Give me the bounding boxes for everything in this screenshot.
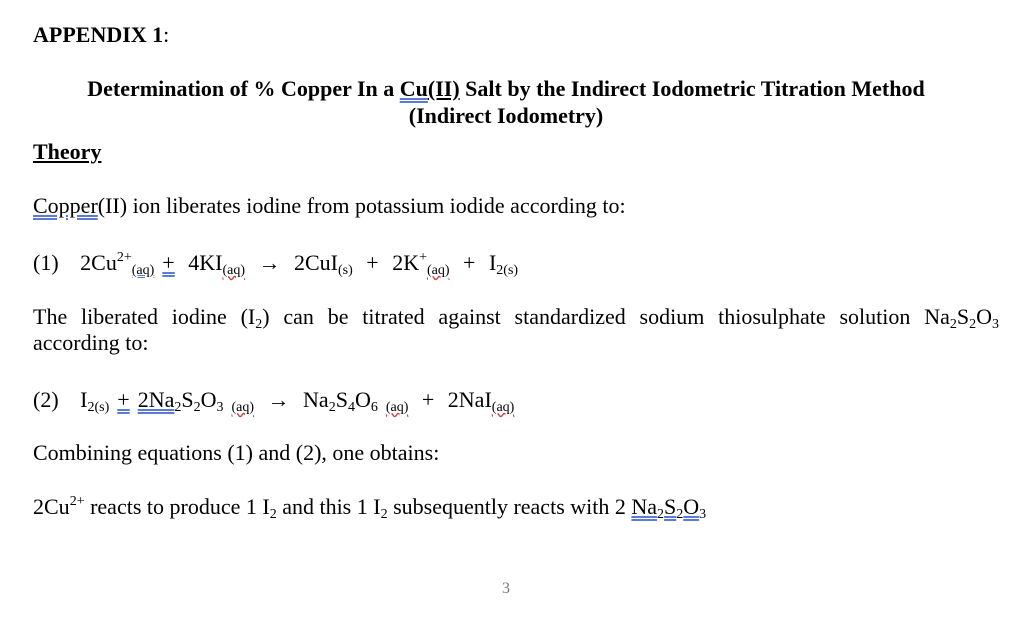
title-ii: (II): [427, 76, 460, 101]
final-c: and this 1 I: [276, 494, 381, 519]
eq2-number: (2): [33, 387, 59, 412]
final-sup: 2+: [69, 494, 85, 509]
final-s3: 3: [699, 507, 707, 522]
eq2-o2: O: [354, 387, 371, 412]
eq2-aq3: (aq): [491, 400, 515, 415]
eq2-s2-sub: 4: [347, 400, 355, 415]
eq2-i: I: [80, 387, 88, 412]
appendix-colon: :: [163, 22, 170, 47]
eq1-aq3: (aq): [426, 263, 450, 278]
eq1-ki: 4KI: [188, 250, 223, 275]
eq2-i-sub: 2(s): [87, 400, 110, 415]
p2-a: The liberated iodine (I: [33, 304, 256, 329]
p2-s3: 3: [992, 317, 999, 332]
final-na: Na: [631, 494, 658, 519]
eq1-s1: (s): [337, 263, 353, 278]
p2-d: O: [976, 304, 992, 329]
eq2-o: O: [200, 387, 217, 412]
eq2-s: S: [181, 387, 194, 412]
final-sub2: 2: [380, 507, 388, 522]
eq2-aq2: (aq): [385, 400, 409, 415]
p2-b: ) can be titrated against standardized sodium thiosulphate solution Na: [262, 304, 950, 329]
document-subtitle: (Indirect Iodometry): [408, 103, 604, 128]
p2-s2: 2: [969, 317, 977, 332]
eq2-plus2: +: [421, 387, 435, 412]
final-s2: 2: [676, 507, 684, 522]
eq2-na: 2Na: [137, 387, 175, 412]
final-b: reacts to produce 1 I: [84, 494, 270, 519]
eq2-na2-sub: 2: [328, 400, 336, 415]
paragraph-2-line-1: [33, 304, 999, 330]
final-sub1: 2: [269, 507, 277, 522]
final-s1: 2: [657, 507, 665, 522]
p2-sub: 2: [255, 317, 263, 332]
eq1-aq1: (aq): [131, 263, 155, 278]
appendix-label: APPENDIX 1: [33, 22, 164, 47]
combining-text: Combining equations (1) and (2), one obtains:: [33, 440, 440, 465]
eq2-na-sub: 2: [174, 400, 182, 415]
title-text-b: Salt by the Indirect Iodometric Titration Method: [459, 76, 925, 101]
title-text-a: Determination of % Copper In a: [87, 76, 400, 101]
final-s: S: [664, 494, 677, 519]
eq1-k-charge: +: [419, 250, 427, 265]
eq1-i: I: [488, 250, 497, 275]
eq1-cu-charge: 2+: [116, 250, 132, 265]
title-cu: Cu: [399, 76, 428, 101]
paragraph-2-line-2: according to:: [33, 330, 149, 355]
eq1-cu: 2Cu: [80, 250, 117, 275]
eq1-i-sub: 2(s): [496, 263, 519, 278]
intro-copper: Copper: [33, 193, 98, 218]
eq2-s-sub: 2: [193, 400, 201, 415]
page-number: 3: [502, 580, 510, 597]
eq1-plus2: +: [366, 250, 379, 275]
eq2-o2-sub: 6: [370, 400, 378, 415]
final-sentence: [33, 494, 706, 520]
eq2-plus1: +: [117, 387, 130, 412]
p2-c: S: [956, 304, 970, 329]
p2-s1: 2: [949, 317, 957, 332]
eq2-na2: Na: [303, 387, 329, 412]
eq2-nai: 2NaI: [447, 387, 492, 412]
appendix-heading: [33, 22, 169, 48]
eq2-aq1: (aq): [231, 400, 255, 415]
intro-paragraph: [33, 193, 626, 219]
final-a: 2Cu: [33, 494, 70, 519]
eq1-aq2: (aq): [222, 263, 245, 278]
document-title: [0, 76, 1012, 102]
eq1-plus1: +: [162, 250, 175, 275]
eq1-plus3: +: [463, 250, 476, 275]
eq2-arrow: →: [267, 387, 290, 412]
eq1-arrow: →: [258, 250, 281, 275]
eq2-s2: S: [335, 387, 348, 412]
final-formula: [631, 494, 707, 522]
eq1-cui: 2CuI: [293, 250, 338, 275]
final-d: subsequently reacts with 2: [387, 494, 632, 519]
theory-heading: Theory: [33, 139, 102, 164]
equation-1: [33, 250, 518, 276]
eq1-number: (1): [33, 250, 59, 275]
eq2-o-sub: 3: [216, 400, 224, 415]
intro-rest: (II) ion liberates iodine from potassium iodide according to:: [97, 193, 626, 218]
equation-2: [33, 387, 514, 413]
final-o: O: [683, 494, 700, 519]
eq1-k: 2K: [392, 250, 420, 275]
